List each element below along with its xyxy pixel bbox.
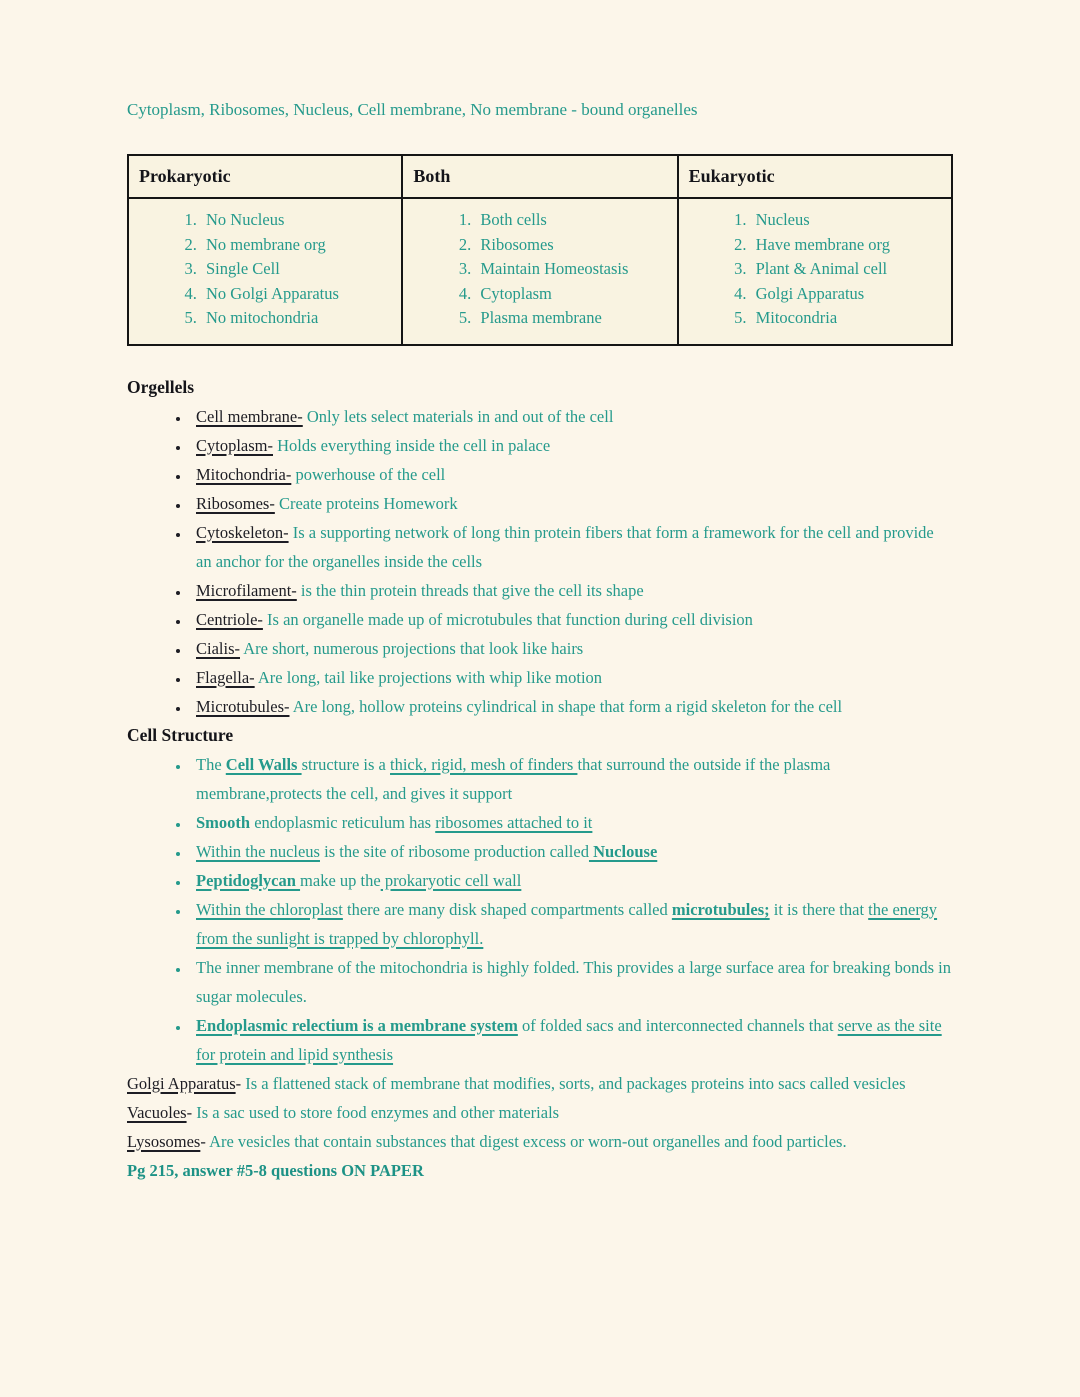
list-item: 3. Maintain Homeostasis (475, 257, 674, 282)
list-item: 2. Have membrane org (751, 233, 949, 258)
cell-structure-heading: Cell Structure (127, 724, 234, 745)
lysosomes-paragraph (127, 1127, 953, 1156)
list-item: 3. Single Cell (201, 257, 399, 282)
cell-structure-item (190, 750, 953, 808)
organelle-desc: is the thin protein threads that give the cell its shape (300, 580, 644, 600)
cell-structure-item (190, 895, 953, 953)
text-segment: it is there that (769, 899, 869, 919)
list-item: 2. No membrane org (201, 233, 399, 258)
prokaryotic-list (129, 208, 399, 331)
organelle-item (190, 402, 953, 431)
organelle-desc: Only lets select materials in and out of the cell (306, 406, 614, 426)
text-segment: - (186, 1102, 197, 1122)
table-header-row (128, 155, 952, 198)
cell-structure-item (190, 866, 953, 895)
organelle-item (190, 634, 953, 663)
text-segment: of folded sacs and interconnected channels that (517, 1015, 838, 1035)
list-item: 5. Mitocondria (751, 306, 949, 331)
organelle-term: Cell membrane- (196, 406, 303, 426)
list-item: 2. Ribosomes (475, 233, 674, 258)
text-segment: Golgi Apparatus (127, 1073, 236, 1093)
table-cell-both (402, 198, 677, 345)
organelle-desc: Are long, tail like projections with whip like motion (257, 667, 603, 687)
golgi-apparatus-paragraph (127, 1069, 953, 1098)
text-segment: Vacuoles (127, 1102, 187, 1122)
cell-structure-item (190, 953, 953, 1011)
text-segment: Within the nucleus (196, 841, 320, 861)
text-segment: Smooth (196, 812, 251, 832)
organelle-item (190, 663, 953, 692)
text-segment: is the site of ribosome production called (319, 841, 589, 861)
list-item: 1. No Nucleus (201, 208, 399, 233)
organelle-desc: Holds everything inside the cell in palace (277, 435, 551, 455)
text-segment: ribosomes attached to it (435, 812, 593, 832)
organelle-term: Flagella- (196, 667, 255, 687)
list-item: 1. Both cells (475, 208, 674, 233)
text-segment: make up the (300, 870, 381, 890)
table-cell-eukaryotic (678, 198, 952, 345)
organelle-item (190, 460, 953, 489)
text-segment: Cell Walls (225, 754, 302, 774)
list-item: 1. Nucleus (751, 208, 949, 233)
text-segment: Is a flattened stack of membrane that modifies, sorts, and packages proteins into sacs called vesicles (245, 1073, 906, 1093)
text-segment: - (200, 1131, 210, 1151)
organelle-term: Cytoskeleton- (196, 522, 289, 542)
comparison-table (127, 154, 953, 346)
organelle-item (190, 431, 953, 460)
cell-structure-list (127, 750, 953, 1069)
assignment-note: Pg 215, answer #5-8 questions ON PAPER (127, 1160, 424, 1180)
organelle-item (190, 692, 953, 721)
organelle-term: Cialis- (196, 638, 240, 658)
organelle-item (190, 518, 953, 576)
text-segment: endoplasmic reticulum has (250, 812, 436, 832)
organelle-desc: Is an organelle made up of microtubules that function during cell division (267, 609, 753, 629)
table-body-row (128, 198, 952, 345)
text-segment: Lysosomes (127, 1131, 201, 1151)
organelle-item (190, 605, 953, 634)
text-segment: that surround the outside if the plasma membrane,protects the cell, and gives it support (196, 754, 831, 803)
list-item: 4. Golgi Apparatus (751, 282, 949, 307)
cell-structure-item (190, 1011, 953, 1069)
text-segment: The inner membrane of the mitochondria is highly folded. This provides a large surface area for breaking bonds in sugar molecules. (196, 957, 951, 1006)
intro-line: Cytoplasm, Ribosomes, Nucleus, Cell membrane, No membrane - bound organelles (127, 100, 698, 119)
cell-structure-item (190, 808, 953, 837)
text-segment: the energy from the sunlight is trapped by chlorophyll. (196, 899, 938, 948)
organelle-desc: powerhouse of the cell (295, 464, 446, 484)
text-segment: The (196, 754, 226, 774)
organelle-term: Microfilament- (196, 580, 297, 600)
organelle-term: Mitochondria- (196, 464, 292, 484)
text-segment: thick, rigid, mesh of finders (390, 754, 578, 774)
text-segment: - (235, 1073, 246, 1093)
organelle-item (190, 576, 953, 605)
table-header-prokaryotic: Prokaryotic (128, 155, 402, 198)
text-segment: Is a sac used to store food enzymes and other materials (196, 1102, 560, 1122)
text-segment: Peptidoglycan (196, 870, 301, 890)
text-segment: microtubules; (671, 899, 770, 919)
list-item: 5. No mitochondria (201, 306, 399, 331)
organelle-term: Microtubules- (196, 696, 290, 716)
text-segment: structure is a (301, 754, 391, 774)
table-header-both: Both (402, 155, 677, 198)
organelle-term: Ribosomes- (196, 493, 275, 513)
text-segment: Endoplasmic relectium is a membrane system (196, 1015, 518, 1035)
organelle-item (190, 489, 953, 518)
list-item: 3. Plant & Animal cell (751, 257, 949, 282)
text-segment: there are many disk shaped compartments called (342, 899, 672, 919)
list-item: 4. No Golgi Apparatus (201, 282, 399, 307)
text-segment: serve as the site for protein and lipid synthesis (196, 1015, 942, 1064)
organelles-list (127, 402, 953, 721)
cell-structure-item (190, 837, 953, 866)
organelle-desc: Are short, numerous projections that look like hairs (243, 638, 584, 658)
list-item: 5. Plasma membrane (475, 306, 674, 331)
organelle-term: Cytoplasm- (196, 435, 273, 455)
organelle-desc: Are long, hollow proteins cylindrical in shape that form a rigid skeleton for the cell (292, 696, 843, 716)
organelle-desc: Is a supporting network of long thin protein fibers that form a framework for the cell and provide an anchor for the organelles inside the cells (196, 522, 934, 571)
text-segment: Nuclouse (588, 841, 658, 861)
text-segment: Are vesicles that contain substances that digest excess or worn-out organelles and food particles. (209, 1131, 847, 1151)
table-header-eukaryotic: Eukaryotic (678, 155, 952, 198)
organelles-heading: Orgellels (127, 376, 195, 397)
table-cell-prokaryotic (128, 198, 402, 345)
list-item: 4. Cytoplasm (475, 282, 674, 307)
both-list (403, 208, 674, 331)
organelle-desc: Create proteins Homework (278, 493, 458, 513)
eukaryotic-list (679, 208, 949, 331)
text-segment: Within the chloroplast (196, 899, 343, 919)
text-segment: prokaryotic cell wall (380, 870, 522, 890)
vacuoles-paragraph (127, 1098, 953, 1127)
organelle-term: Centriole- (196, 609, 263, 629)
